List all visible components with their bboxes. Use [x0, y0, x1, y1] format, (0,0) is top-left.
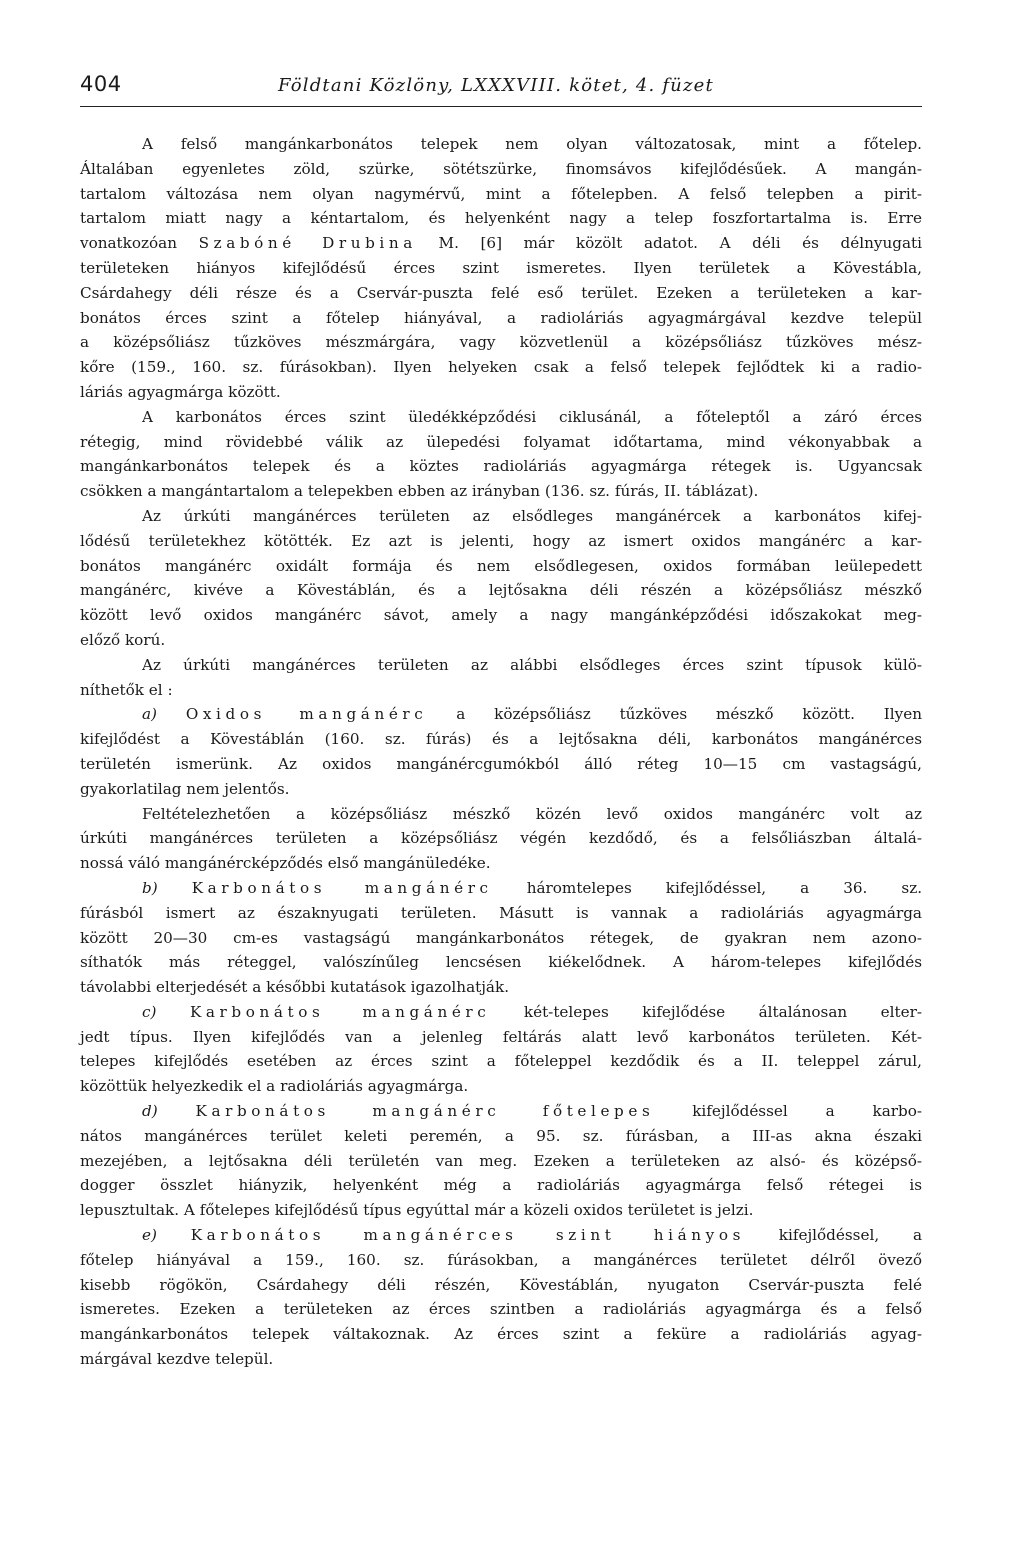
text-line [80, 405, 922, 430]
text-segment: mangánkarbonátos telepek váltakoznak. Az érces szint a feküre a radioláriás agyag- [80, 1325, 922, 1344]
text-segment [158, 879, 192, 897]
text-segment: háromtelepes kifejlődéssel, a 36. sz. [492, 878, 923, 897]
text-segment: rétegig, mind rövidebbé válik az ülepedési folyamat időtartama, mind vékonyabbak a [80, 432, 922, 451]
text-line [80, 1149, 922, 1174]
text-line [80, 132, 922, 157]
text-segment: két-telepes kifejlődése általánosan elter- [490, 1002, 922, 1021]
list-marker: c) [142, 1002, 157, 1021]
running-head: Földtani Közlöny, LXXXVIII. kötet, 4. füzet [278, 75, 714, 96]
text-segment: területeken hiányos kifejlődésű érces szint ismeretes. Ilyen területek a Kövestábla, [80, 258, 922, 277]
text-segment: vonatkozóan [80, 234, 199, 253]
text-line [80, 206, 922, 231]
list-marker: b) [142, 878, 158, 897]
text-segment: között 20—30 cm-es vastagságú mangánkarbonátos rétegek, de gyakran nem azono- [80, 928, 922, 947]
text-line [80, 256, 922, 281]
text-segment: níthetők el : [80, 680, 173, 699]
text-line [80, 479, 922, 504]
text-line [80, 926, 922, 951]
text-segment: lődésű területekhez kötötték. Ez azt is jelenti, hogy az ismert oxidos mangánérc a kar- [80, 531, 922, 550]
text-segment: nossá váló mangánércképződés első mangánüledéke. [80, 854, 491, 873]
text-segment: kifejlődést a Kövestáblán (160. sz. fúrás) és a lejtősakna déli, karbonátos mangánérces [80, 730, 922, 749]
text-line [80, 950, 922, 975]
spaced-term: Karbonátos mangánérc főtelepes [195, 1102, 655, 1121]
text-line [80, 628, 922, 653]
text-segment: kőre (159., 160. sz. fúrásokban). Ilyen helyeken csak a felső telepek fejlődtek ki a radio- [80, 358, 922, 377]
page-number: 404 [80, 72, 122, 96]
text-line [80, 1248, 922, 1273]
spaced-term: Karbonátos mangánérc [189, 1002, 491, 1021]
text-segment: Csárdahegy déli része és a Cservár-puszta felé eső terület. Ezeken a területeken a kar- [80, 283, 922, 302]
spaced-term: Karbonátos mangánérc [191, 878, 493, 897]
text-line [80, 752, 922, 777]
spaced-term: Karbonátos mangánérces szint hiányos [190, 1226, 745, 1245]
text-segment: úrkúti mangánérces területen a középsőliász végén kezdődő, és a felsőliászban általá- [80, 829, 922, 848]
text-line [80, 1025, 922, 1050]
text-line [80, 231, 922, 256]
text-segment: közöttük helyezkedik el a radioláriás agyagmárga. [80, 1077, 469, 1096]
text-segment: a középsőliász tűzköves mészkő között. Ilyen [427, 705, 922, 724]
text-line [80, 1173, 922, 1198]
text-line [80, 1297, 922, 1322]
text-line [80, 802, 922, 827]
list-marker: a) [142, 705, 157, 724]
text-segment: tartalom miatt nagy a kéntartalom, és helyenként nagy a telep foszfortartalma is. Erre [80, 209, 922, 228]
text-segment: területén ismerünk. Az oxidos mangánércgumókból álló réteg 10—15 cm vastagságú, [80, 754, 922, 773]
text-segment [157, 1226, 191, 1244]
text-segment: kisebb rögökön, Csárdahegy déli részén, Kövestáblán, nyugaton Cservár-puszta felé [80, 1275, 922, 1294]
text-segment: síthatók más réteggel, valószínűleg lencsésen kiékelődnek. A három-telepes kifejlődés [80, 953, 922, 972]
text-segment: kifejlődéssel, a [745, 1226, 923, 1245]
text-segment: Az úrkúti mangánérces területen az alábbi elsődleges érces szint típusok külö- [142, 655, 922, 674]
text-line [80, 1198, 922, 1223]
text-segment: tartalom változása nem olyan nagymérvű, mint a főtelepben. A felső telepben a pirit- [80, 184, 922, 203]
text-segment: M. [6] már közölt adatot. A déli és délnyugati [416, 234, 922, 253]
text-segment: bonátos érces szint a főtelep hiányával, a radioláriás agyagmárgával kezdve települ [80, 308, 922, 327]
page-header [80, 72, 922, 107]
text-segment: mezejében, a lejtősakna déli területén van meg. Ezeken a területeken az alsó- és középső- [80, 1151, 922, 1170]
text-line [80, 1099, 922, 1124]
text-line [80, 1124, 922, 1149]
text-segment: ismeretes. Ezeken a területeken az érces szintben a radioláriás agyagmárga és a felső [80, 1300, 922, 1319]
text-line [80, 975, 922, 1000]
text-segment: előző korú. [80, 630, 166, 649]
text-line [80, 1074, 922, 1099]
text-line [80, 306, 922, 331]
spaced-term: Szabóné Drubina [198, 234, 417, 253]
text-line [80, 1049, 922, 1074]
text-segment [156, 1003, 190, 1021]
text-segment: láriás agyagmárga között. [80, 382, 281, 401]
text-segment: márgával kezdve települ. [80, 1350, 274, 1369]
text-line [80, 504, 922, 529]
list-marker: e) [142, 1226, 157, 1245]
text-line [80, 380, 922, 405]
text-segment: távolabbi elterjedését a későbbi kutatások igazolhatják. [80, 978, 510, 997]
text-line [80, 603, 922, 628]
text-line [80, 529, 922, 554]
text-segment: lepusztultak. A főtelepes kifejlődésű típus egyúttal már a közeli oxidos területet is jelzi. [80, 1201, 754, 1220]
text-segment: dogger összlet hiányzik, helyenként még a radioláriás agyagmárga felső rétegei is [80, 1176, 922, 1195]
text-segment: fúrásból ismert az északnyugati területen. Másutt is vannak a radioláriás agyagmárga [80, 903, 922, 922]
text-line [80, 1347, 922, 1372]
text-line [80, 851, 922, 876]
text-segment: között levő oxidos mangánérc sávot, amely a nagy mangánképződési időszakokat meg- [80, 606, 922, 625]
text-segment [157, 705, 186, 723]
text-segment: gyakorlatilag nem jelentős. [80, 779, 290, 798]
text-segment: Általában egyenletes zöld, szürke, sötétszürke, finomsávos kifejlődésűek. A mangán- [80, 159, 922, 178]
text-line [80, 702, 922, 727]
text-segment: jedt típus. Ilyen kifejlődés van a jelenleg feltárás alatt levő karbonátos területen. Két- [80, 1027, 922, 1046]
text-segment: a középsőliász tűzköves mészmárgára, vagy közvetlenül a középsőliász tűzköves mész- [80, 333, 922, 352]
text-segment: mangánkarbonátos telepek és a köztes radioláriás agyagmárga rétegek is. Ugyancsak [80, 457, 922, 476]
text-segment: nátos mangánérces terület keleti peremén, a 95. sz. fúrásban, a III-as akna északi [80, 1126, 922, 1145]
text-line [80, 727, 922, 752]
article-body [80, 132, 922, 1372]
text-segment: kifejlődéssel a karbo- [654, 1102, 923, 1121]
text-segment: csökken a mangántartalom a telepekben ebben az irányban (136. sz. fúrás, II. táblázat). [80, 482, 759, 501]
text-segment: A felső mangánkarbonátos telepek nem olyan változatosak, mint a főtelep. [142, 135, 922, 153]
text-line [80, 430, 922, 455]
text-segment: főtelep hiányával a 159., 160. sz. fúrásokban, a mangánérces területet délről övező [80, 1250, 922, 1269]
text-line [80, 901, 922, 926]
text-line [80, 1223, 922, 1248]
text-segment: A karbonátos érces szint üledékképződési ciklusánál, a főteleptől a záró érces [142, 407, 922, 426]
text-line [80, 678, 922, 703]
text-line [80, 355, 922, 380]
list-marker: d) [142, 1102, 158, 1121]
text-line [80, 157, 922, 182]
text-line [80, 281, 922, 306]
text-line [80, 578, 922, 603]
text-line [80, 1273, 922, 1298]
text-line [80, 182, 922, 207]
text-segment: telepes kifejlődés esetében az érces szint a főteleppel kezdődik és a II. teleppel zárul, [80, 1052, 922, 1071]
text-line [80, 1322, 922, 1347]
text-line [80, 826, 922, 851]
text-line [80, 454, 922, 479]
text-segment: mangánérc, kivéve a Kövestáblán, és a lejtősakna déli részén a középsőliász mészkő [80, 581, 922, 600]
text-line [80, 876, 922, 901]
text-line [80, 1000, 922, 1025]
text-segment: Az úrkúti mangánérces területen az elsődleges mangánércek a karbonátos kifej- [142, 506, 922, 525]
text-segment [158, 1102, 196, 1120]
spaced-term: Oxidos mangánérc [185, 705, 428, 724]
text-line [80, 777, 922, 802]
text-segment: Feltételezhetően a középsőliász mészkő közén levő oxidos mangánérc volt az [142, 804, 922, 823]
text-line [80, 330, 922, 355]
text-segment: bonátos mangánérc oxidált formája és nem elsődlegesen, oxidos formában leülepedett [80, 556, 922, 575]
text-line [80, 653, 922, 678]
text-line [80, 554, 922, 579]
